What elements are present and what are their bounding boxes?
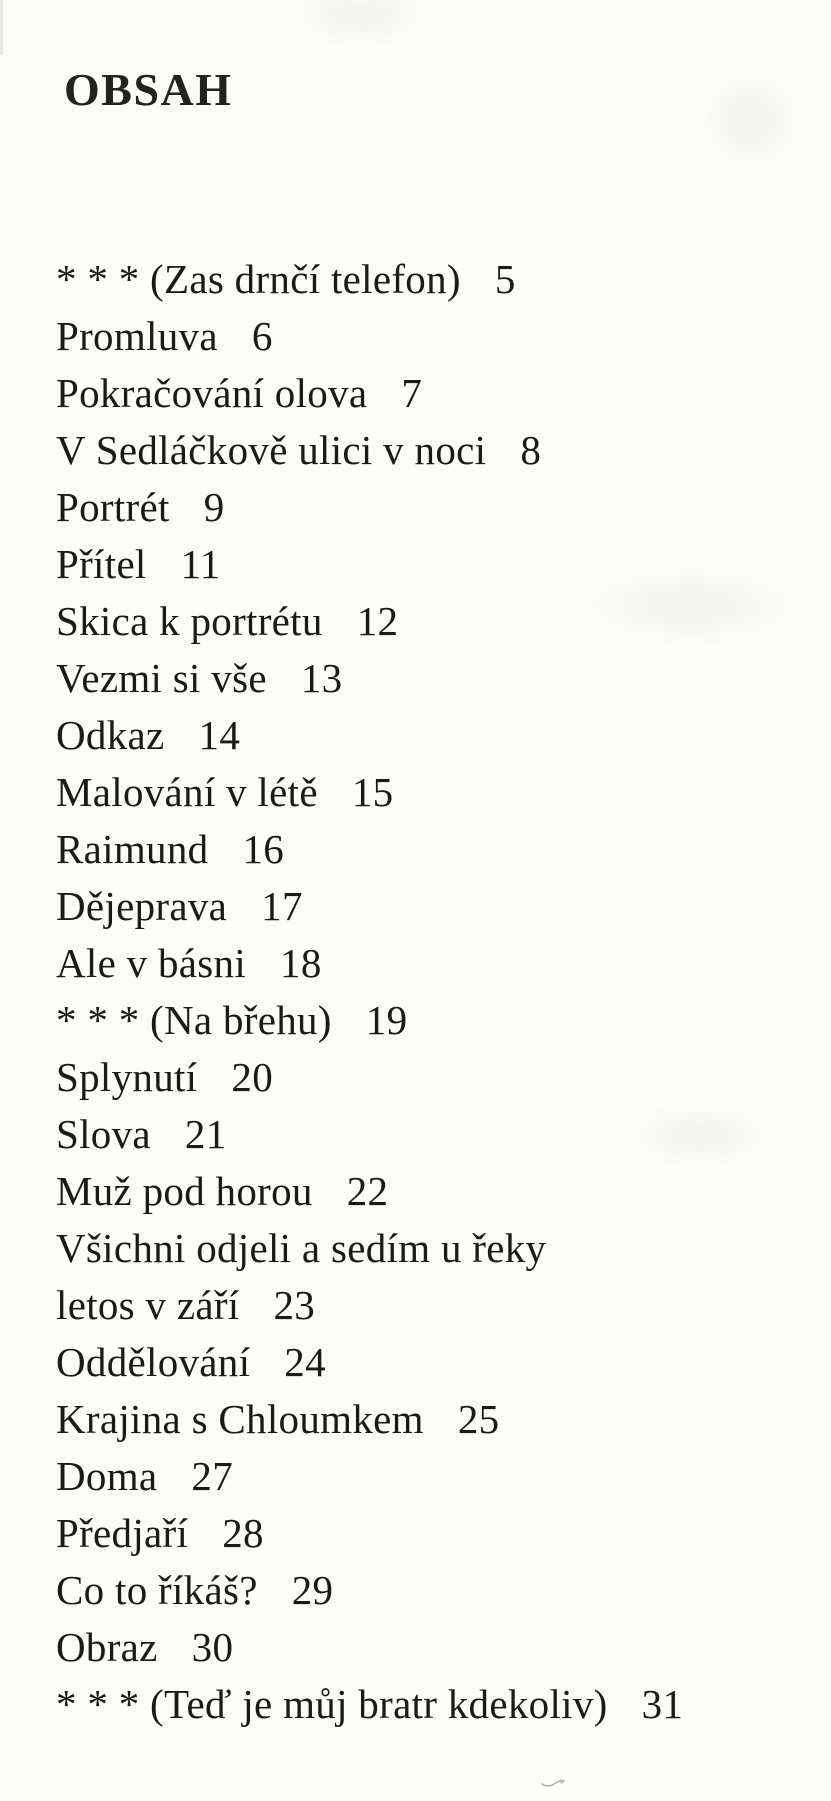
toc-entry-title: Doma [56, 1453, 158, 1499]
toc-entry [56, 821, 831, 878]
toc-entry-title: * * * (Zas drnčí telefon) [56, 256, 461, 302]
toc-entry-page-number: 7 [401, 370, 423, 416]
toc-entry [56, 650, 831, 707]
toc-entry [56, 764, 831, 821]
toc-entry [56, 1391, 831, 1448]
toc-entry [56, 308, 831, 365]
toc-entry [56, 1448, 831, 1505]
toc-entry-title: Malování v létě [56, 769, 318, 815]
toc-entry-page-number: 6 [251, 313, 273, 359]
toc-entry-wrapped-line2 [56, 1277, 831, 1334]
toc-entry [56, 1163, 831, 1220]
toc-entry [56, 707, 831, 764]
toc-entry-page-number: 31 [641, 1681, 684, 1727]
toc-entry [56, 1049, 831, 1106]
toc-entry-page-number: 15 [351, 769, 394, 815]
toc-entry-title: Všichni odjeli a sedím u řeky [56, 1225, 547, 1271]
toc-entry-page-number: 22 [346, 1168, 389, 1214]
toc-entry-title: Slova [56, 1111, 151, 1157]
toc-entry [56, 1334, 831, 1391]
toc-entry-title: Předjaří [56, 1510, 189, 1556]
toc-entry [56, 935, 831, 992]
toc-entry-page-number: 25 [457, 1396, 500, 1442]
toc-entry-page-number: 13 [300, 655, 343, 701]
page-title: OBSAH [64, 64, 233, 115]
toc-entry [56, 1562, 831, 1619]
toc-entry-page-number: 8 [520, 427, 542, 473]
toc-entry-page-number: 20 [231, 1054, 273, 1100]
toc-entry [56, 365, 831, 422]
toc-entry-title: Pokračování olova [56, 370, 368, 416]
toc-entry-title: Dějeprava [56, 883, 228, 929]
toc-entry-page-number: 24 [284, 1339, 326, 1385]
toc-entry-page-number: 21 [184, 1111, 227, 1157]
toc-entry-page-number: 14 [198, 712, 241, 758]
toc-entry-title: Vezmi si vše [56, 655, 267, 701]
toc-entry [56, 1676, 831, 1733]
toc-entry [56, 422, 831, 479]
toc-entry-page-number: 16 [242, 826, 285, 872]
toc-entry-title: Ale v básni [56, 940, 247, 986]
toc-entry-title: Co to říkáš? [56, 1567, 258, 1613]
toc-entry-page-number: 23 [273, 1282, 316, 1328]
toc-entry-title: Odkaz [56, 712, 165, 758]
toc-entry-title: Obraz [56, 1624, 158, 1670]
toc-entry-title: Skica k portrétu [56, 598, 323, 644]
toc-entry-page-number: 30 [191, 1624, 234, 1670]
toc-entry [56, 1619, 831, 1676]
toc-entry-title: * * * (Na břehu) [56, 997, 332, 1043]
toc-entry [56, 992, 831, 1049]
toc-entry-page-number: 19 [365, 997, 408, 1043]
toc-entry-title: Promluva [56, 313, 218, 359]
toc-entry-title: Krajina s Chloumkem [56, 1396, 424, 1442]
toc-entry-page-number: 28 [222, 1510, 264, 1556]
toc-entry-title: Splynutí [56, 1054, 198, 1100]
toc-entry [56, 536, 831, 593]
scan-noise [280, 0, 440, 50]
toc-entry [56, 479, 831, 536]
toc-entry-title: Portrét [56, 484, 170, 530]
toc-entry [56, 1106, 831, 1163]
toc-entry-wrapped-line1 [56, 1220, 831, 1277]
toc-entry-page-number: 29 [291, 1567, 334, 1613]
toc-entry-page-number: 27 [191, 1453, 234, 1499]
toc-list [56, 251, 831, 1733]
toc-entry-page-number: 5 [494, 256, 516, 302]
toc-entry-title-continued: letos v září [56, 1282, 240, 1328]
scan-edge-artifact [0, 0, 3, 55]
toc-entry-title: V Sedláčkově ulici v noci [56, 427, 487, 473]
toc-entry-page-number: 12 [356, 598, 399, 644]
toc-entry-page-number: 18 [280, 940, 322, 986]
toc-entry-title: * * * (Teď je můj bratr kdekoliv) [56, 1681, 608, 1727]
toc-entry-title: Přítel [56, 541, 147, 587]
toc-entry-page-number: 9 [203, 484, 225, 530]
toc-entry-page-number: 17 [261, 883, 303, 929]
scan-smudge-artifact [540, 1772, 566, 1790]
toc-entry-title: Muž pod horou [56, 1168, 313, 1214]
toc-entry-page-number: 11 [180, 541, 221, 587]
toc-entry-title: Oddělování [56, 1339, 251, 1385]
toc-entry [56, 251, 831, 308]
toc-entry [56, 1505, 831, 1562]
toc-entry [56, 878, 831, 935]
toc-entry [56, 593, 831, 650]
toc-entry-title: Raimund [56, 826, 209, 872]
